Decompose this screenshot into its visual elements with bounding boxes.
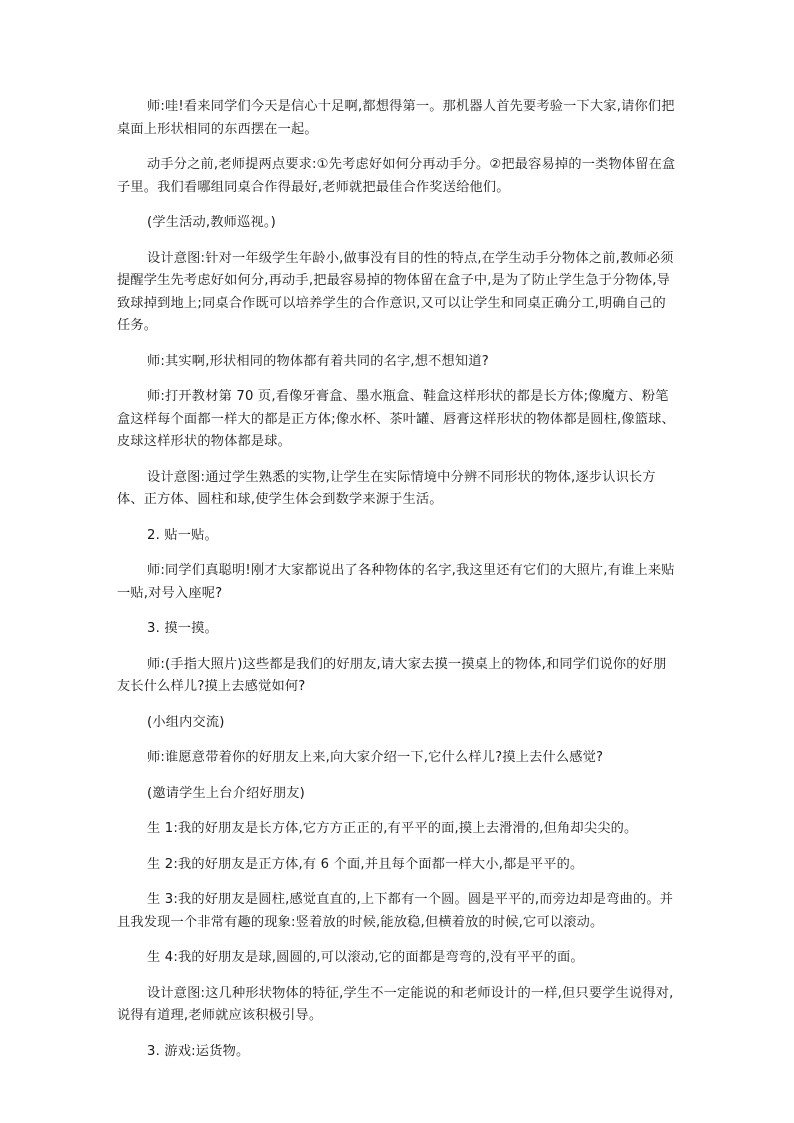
paragraph: 师:(手指大照片)这些都是我们的好朋友,请大家去摸一摸桌上的物体,和同学们说你的好朋友长什么样儿?摸上去感觉如何? — [117, 656, 667, 694]
paragraph: (邀请学生上台介绍好朋友) — [147, 785, 305, 801]
paragraph: 生 3:我的好朋友是圆柱,感觉直直的,上下都有一个圆。圆是平平的,而旁边却是弯曲的。并且我发现一个非常有趣的现象:竖着放的时候,能放稳,但横着放的时候,它可以滚动。 — [117, 892, 674, 930]
section-heading: 3. 摸一摸。 — [147, 621, 218, 636]
paragraph: 设计意图:这几种形状物体的特征,学生不一定能说的和老师设计的一样,但只要学生说得对,说得有道理,老师就应该积极引导。 — [117, 985, 674, 1023]
section-heading: 2. 贴一贴。 — [147, 527, 218, 543]
paragraph: 生 4:我的好朋友是球,圆圆的,可以滚动,它的面都是弯弯的,没有平平的面。 — [147, 950, 584, 965]
paragraph: 师:同学们真聪明!刚才大家都说出了各种物体的名字,我这里还有它们的大照片,有谁上来贴一贴,对号入座呢? — [117, 563, 675, 601]
paragraph: 师:打开教材第 70 页,看像牙膏盒、墨水瓶盒、鞋盒这样形状的都是长方体;像魔方、粉笔盒这样每个面都一样大的都是正方体;像水杯、茶叶罐、唇膏这样形状的物体都是圆柱,像篮球、皮球这样形状的物体都是球。 — [117, 389, 675, 449]
paragraph: 师:谁愿意带着你的好朋友上来,向大家介绍一下,它什么样儿?摸上去什么感觉? — [147, 750, 604, 765]
paragraph: 师:其实啊,形状相同的物体都有着共同的名字,想不想知道? — [147, 353, 489, 369]
paragraph: 师:哇!看来同学们今天是信心十足啊,都想得第一。那机器人首先要考验一下大家,请你们把桌面上形状相同的东西摆在一起。 — [117, 99, 675, 137]
document-body — [117, 96, 677, 1076]
paragraph: (学生活动,教师巡视。) — [147, 215, 276, 230]
paragraph: 设计意图:针对一年级学生年龄小,做事没有目的性的特点,在学生动手分物体之前,教师必须提醒学生先考虑好如何分,再动手,把最容易掉的物体留在盒子中,是为了防止学生急于分物体,导致球掉到地上;同桌合作既可以培养学生的合作意识,又可以让学生和同桌正确分工,明确自己的任务。 — [117, 250, 674, 333]
paragraph: 设计意图:通过学生熟悉的实物,让学生在实际情境中分辨不同形状的物体,逐步认识长方体、正方体、圆柱和球,使学生体会到数学来源于生活。 — [117, 469, 656, 507]
paragraph: 动手分之前,老师提两点要求:①先考虑好如何分再动手分。②把最容易掉的一类物体留在盒子里。我们看哪组同桌合作得最好,老师就把最佳合作奖送给他们。 — [117, 157, 676, 195]
paragraph: 生 1:我的好朋友是长方体,它方方正正的,有平平的面,摸上去滑滑的,但角却尖尖的。 — [147, 821, 638, 836]
paragraph: 生 2:我的好朋友是正方体,有 6 个面,并且每个面都一样大小,都是平平的。 — [147, 856, 584, 872]
section-heading: 3. 游戏:运货物。 — [147, 1043, 250, 1059]
paragraph: (小组内交流) — [147, 714, 225, 730]
